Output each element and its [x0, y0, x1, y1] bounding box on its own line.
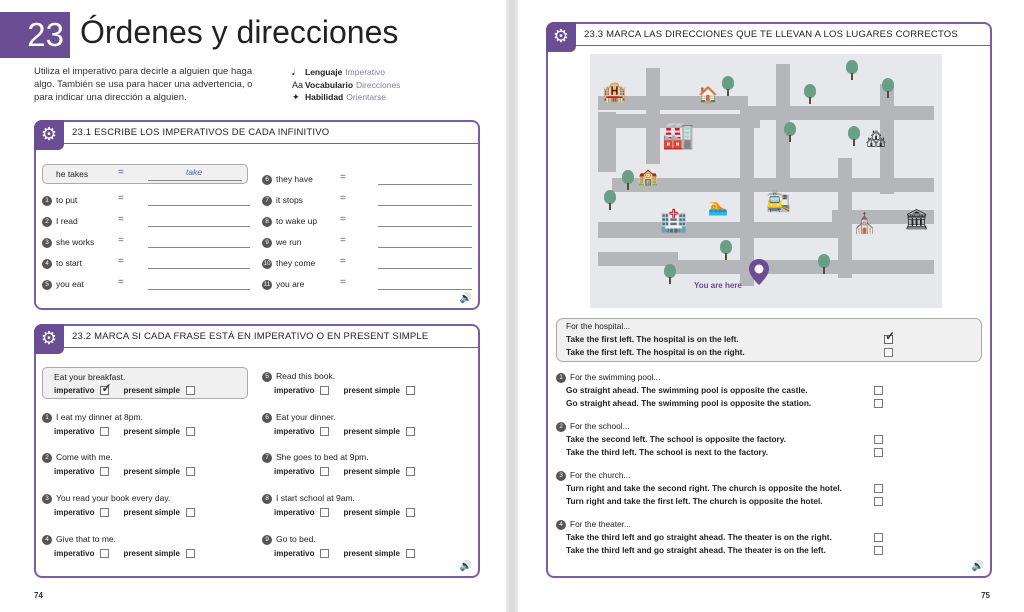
house-icon: 🏠 — [698, 87, 718, 104]
tree-icon — [848, 126, 860, 146]
list-item: 10 they come — [263, 258, 316, 268]
direction-item: 4 For the theater... Take the third left and go straight ahead. The theater is on the right. Take the third left and go straight ahead. The theater is on the left. — [556, 518, 976, 557]
direction-item: 3 For the church... Turn right and take the second right. The church is opposite the hotel. Turn right and take the first left. The church is opposite the hotel. — [556, 469, 976, 508]
question-item: 3 You read your book every day. imperativo present simple — [42, 493, 209, 517]
checkbox[interactable] — [186, 549, 195, 558]
you-are-here-label: You are here — [694, 281, 742, 290]
page-number-left: 74 — [34, 591, 43, 600]
checkbox[interactable] — [186, 386, 195, 395]
answer-line[interactable] — [378, 226, 472, 227]
road — [598, 222, 846, 238]
example-question: Eat your breakfast. imperativo✓ present simple — [54, 372, 209, 395]
list-item: 8 to wake up — [262, 214, 317, 228]
checkbox[interactable] — [100, 467, 109, 476]
checkbox-checked[interactable] — [884, 335, 893, 344]
checkbox[interactable] — [320, 386, 329, 395]
checkbox[interactable] — [406, 549, 415, 558]
vocabulary-icon: Aa — [292, 79, 304, 90]
book-spine — [506, 0, 518, 612]
checkbox[interactable] — [406, 508, 415, 517]
question-item: 9 Go to bed. imperativo present simple — [262, 534, 429, 558]
direction-item: 2 For the school... Take the second left. The school is opposite the factory. Take the third left. The school is next to the factory. — [556, 420, 976, 459]
tree-icon — [818, 254, 830, 274]
checkbox[interactable] — [884, 348, 893, 357]
tree-icon — [604, 190, 616, 210]
question-item: 6 Eat your dinner. imperativo present simple — [262, 412, 429, 436]
list-item: 6 they have — [262, 172, 313, 186]
direction-item: 1 For the swimming pool... Go straight ahead. The swimming pool is opposite the castle. Go straight ahead. The swimming pool is opposite the station. — [556, 371, 976, 410]
example-prompt: he takes — [56, 169, 89, 179]
list-item: 4 to start — [42, 256, 82, 270]
checkbox[interactable] — [320, 427, 329, 436]
checkbox[interactable] — [874, 386, 883, 395]
church-icon: ⛪ — [852, 213, 877, 235]
question-item: 4 Give that to me. imperativo present simple — [42, 534, 209, 558]
list-item: 7 it stops — [262, 193, 303, 207]
hospital-icon: 🏥 — [660, 208, 688, 233]
audio-icon[interactable]: 🔊 — [459, 293, 472, 304]
answer-line[interactable] — [378, 205, 472, 206]
question-item: 5 Read this book. imperativo present simple — [262, 371, 429, 395]
question-item: 1 I eat my dinner at 8pm. imperativo present simple — [42, 412, 209, 436]
answer-line[interactable] — [378, 268, 472, 269]
meta-language: 𝅘𝅥 Lenguaje Imperativo — [292, 67, 385, 77]
list-item: 1 to put — [42, 193, 77, 207]
list-item: 5 you eat — [42, 277, 84, 291]
list-item: 2 I read — [42, 214, 78, 228]
checkbox[interactable] — [320, 467, 329, 476]
road — [646, 68, 660, 164]
checkbox[interactable] — [320, 508, 329, 517]
checkbox[interactable] — [186, 467, 195, 476]
tree-icon — [722, 76, 734, 96]
question-item: 7 She goes to bed at 9pm. imperativo present simple — [262, 452, 429, 476]
checkbox[interactable] — [320, 549, 329, 558]
road — [746, 106, 934, 120]
answer-line[interactable] — [148, 247, 250, 248]
tree-icon — [804, 84, 816, 104]
factory-icon: 🏭 — [662, 120, 695, 150]
meta-vocabulary: Aa Vocabulario Direcciones — [292, 79, 401, 90]
checkbox[interactable] — [100, 508, 109, 517]
exercise-23-1 — [34, 120, 480, 310]
swimming-pool-icon: 🏊 — [708, 199, 728, 216]
unit-title: Órdenes y direcciones — [80, 14, 399, 50]
checkbox[interactable] — [186, 508, 195, 517]
checkbox[interactable] — [874, 533, 883, 542]
tree-icon — [784, 122, 796, 142]
exercise-title: 23.1 ESCRIBE LOS IMPERATIVOS DE CADA INFINITIVO — [72, 127, 330, 138]
tree-icon — [846, 60, 858, 80]
exercise-title: 23.2 MARCA SI CADA FRASE ESTÁ EN IMPERATIVO O EN PRESENT SIMPLE — [72, 331, 429, 342]
language-icon: 𝅘𝅥 — [292, 67, 295, 77]
answer-line[interactable] — [378, 289, 472, 290]
answer-line[interactable] — [378, 184, 472, 185]
meta-skill: ✦ Habilidad Orientarse — [292, 92, 386, 102]
road — [670, 260, 934, 274]
answer-line[interactable] — [148, 226, 250, 227]
intro-text: Utiliza el imperativo para decirle a alguien que haga algo. También se usa para hacer una advertencia, o para indicar una dirección a alguien. — [34, 66, 253, 103]
tree-icon — [882, 78, 894, 98]
gear-icon: ⚙ — [546, 22, 576, 52]
checkbox[interactable] — [406, 386, 415, 395]
unit-number: 23 — [0, 12, 70, 58]
question-item: 2 Come with me. imperativo present simple — [42, 452, 209, 476]
answer-line[interactable] — [378, 247, 472, 248]
tree-icon — [664, 264, 676, 284]
audio-icon[interactable]: 🔊 — [459, 561, 472, 572]
example-item: For the hospital... Take the first left. The hospital is on the left. ✓ Take the first left. The hospital is on the right. — [566, 320, 986, 359]
audio-icon[interactable]: 🔊 — [971, 561, 984, 572]
checkbox[interactable] — [186, 427, 195, 436]
list-item: 3 she works — [42, 235, 94, 249]
answer-line[interactable] — [148, 289, 250, 290]
checkbox[interactable] — [406, 467, 415, 476]
checkbox[interactable] — [874, 435, 883, 444]
exercise-title: 23.3 MARCA LAS DIRECCIONES QUE TE LLEVAN A LOS LUGARES CORRECTOS — [584, 29, 958, 40]
tree-icon — [720, 240, 732, 260]
checkbox-checked[interactable] — [100, 386, 109, 395]
tree-icon — [622, 170, 634, 190]
checkbox[interactable] — [874, 546, 883, 555]
list-item: 11 you are — [263, 279, 305, 289]
hotel-icon: 🏨 — [602, 81, 627, 103]
location-pin-icon — [748, 258, 770, 286]
school-icon: 🏫 — [638, 169, 658, 186]
meta-list — [292, 66, 400, 104]
checkbox[interactable] — [100, 427, 109, 436]
page-number-right: 75 — [981, 591, 990, 600]
checkbox[interactable] — [406, 427, 415, 436]
example-answer: take — [186, 167, 203, 177]
checkbox[interactable] — [874, 399, 883, 408]
checkbox[interactable] — [874, 448, 883, 457]
house-icon: 🏘 — [866, 131, 887, 148]
theater-icon: 🏛 — [904, 209, 930, 231]
list-item: 9 we run — [262, 235, 302, 249]
checkbox[interactable] — [874, 497, 883, 506]
gear-icon: ⚙ — [34, 120, 64, 150]
checkbox[interactable] — [874, 484, 883, 493]
skill-icon: ✦ — [292, 92, 300, 102]
answer-line[interactable] — [148, 268, 250, 269]
checkbox[interactable] — [100, 549, 109, 558]
station-icon: 🚉 — [766, 191, 791, 213]
gear-icon: ⚙ — [34, 324, 64, 354]
question-item: 8 I start school at 9am. imperativo present simple — [262, 493, 429, 517]
answer-line[interactable] — [148, 205, 250, 206]
